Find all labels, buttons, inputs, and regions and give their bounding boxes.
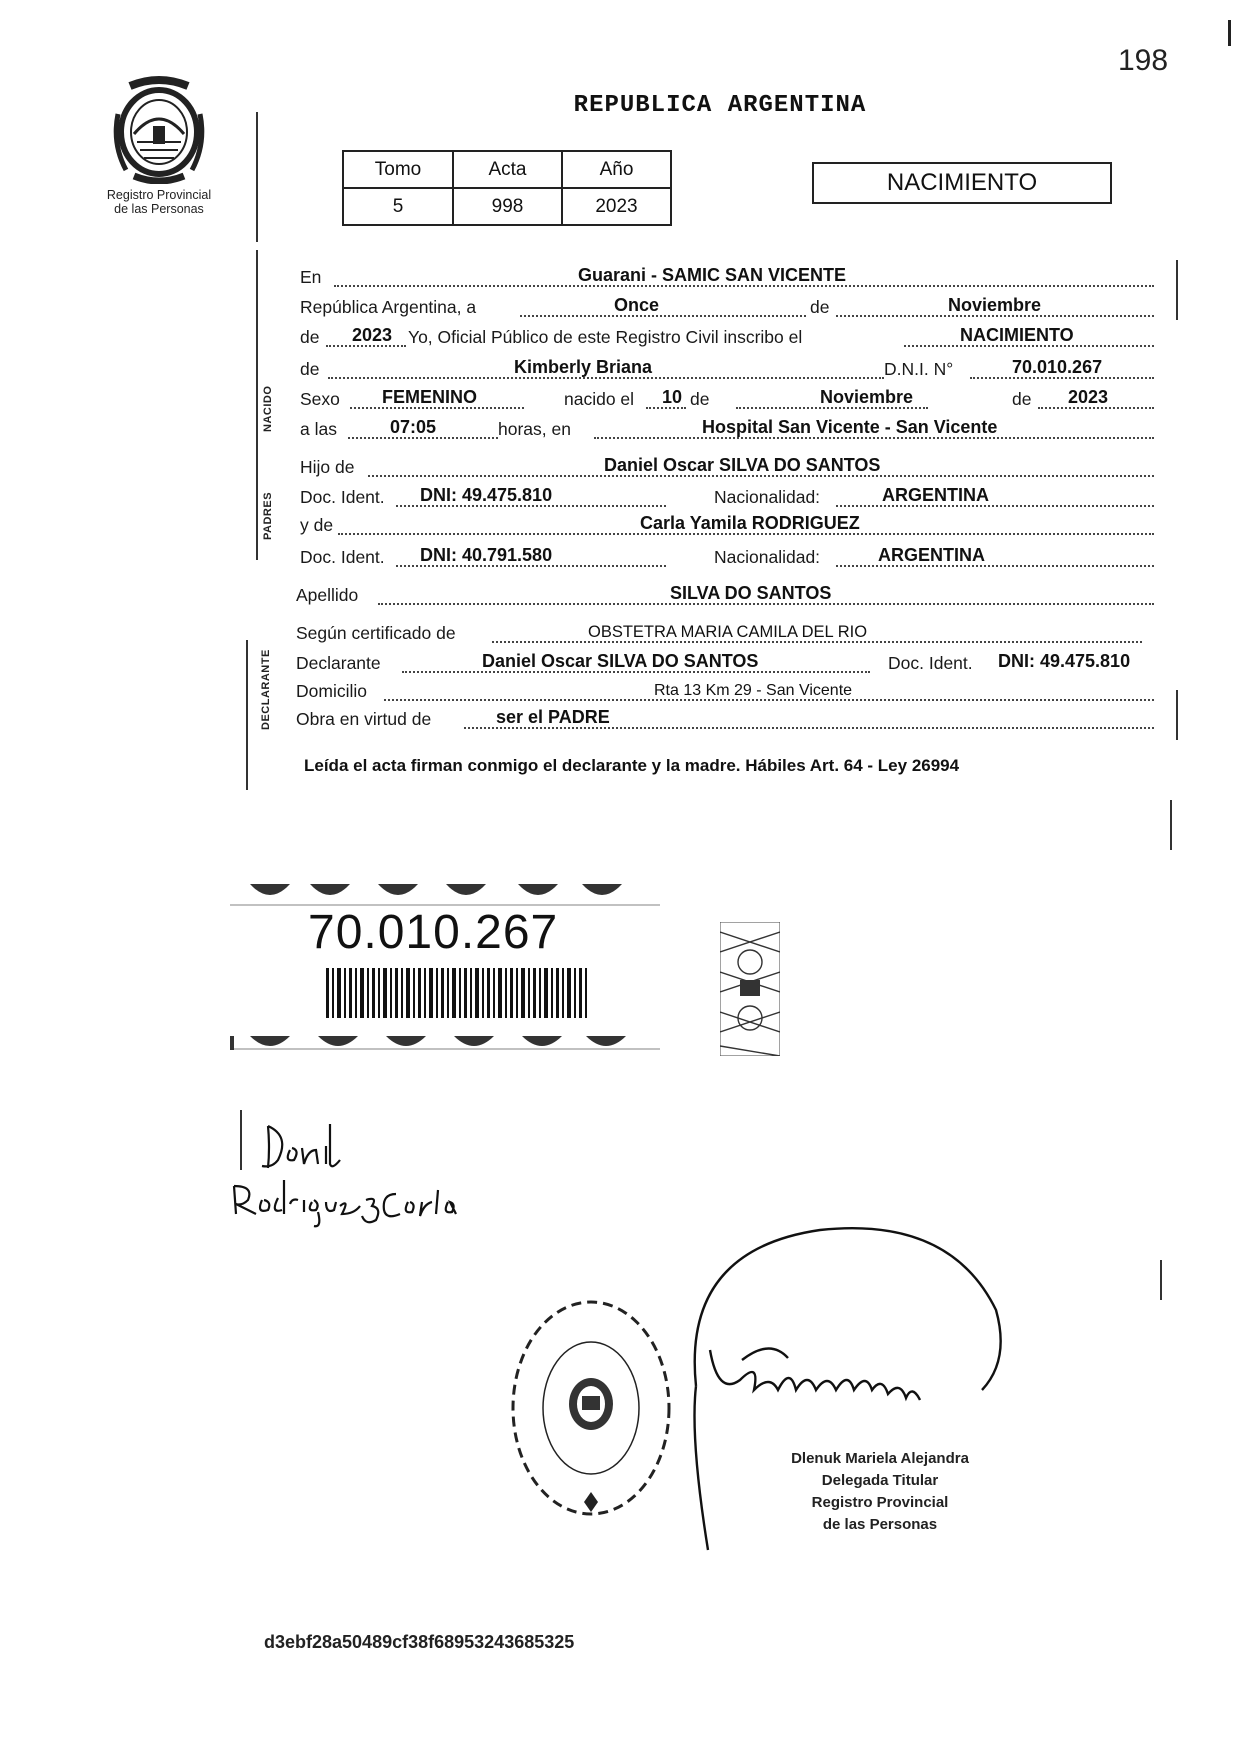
header-acta: Acta	[453, 151, 562, 188]
header-anio: Año	[562, 151, 671, 188]
label-horas-en: horas, en	[498, 419, 571, 439]
label-oficial: Yo, Oficial Público de este Registro Civil inscribo el	[408, 327, 803, 347]
value-anio: 2023	[352, 325, 393, 345]
label-de: de	[810, 297, 830, 317]
value-anio: 2023	[562, 188, 671, 225]
wave-pattern-top-icon	[230, 884, 660, 906]
value-padre: Daniel Oscar SILVA DO SANTOS	[604, 455, 881, 475]
document-hash: d3ebf28a50489cf38f68953243685325	[264, 1632, 575, 1652]
label-nacido: nacido el	[564, 389, 635, 409]
value-acta: 998	[453, 188, 562, 225]
row-hora	[296, 414, 1154, 442]
barcode-sticker	[230, 876, 680, 1060]
margin-line	[246, 640, 248, 790]
side-label-declarante: DECLARANTE	[260, 649, 272, 730]
row-en	[296, 262, 1154, 290]
registry-logo	[92, 74, 226, 224]
row-domicilio	[296, 676, 1154, 704]
label-certificado: Según certificado de	[296, 623, 456, 643]
label-domicilio: Domicilio	[296, 681, 367, 701]
value-mes: Noviembre	[948, 295, 1042, 315]
value-nombre: Kimberly Briana	[514, 357, 653, 377]
label-nacionalidad: Nacionalidad:	[714, 487, 821, 507]
value-dni: 70.010.267	[1012, 357, 1103, 377]
row-padre-doc	[296, 482, 1154, 510]
scan-mark	[1228, 20, 1231, 46]
row-certificado	[296, 618, 1154, 646]
row-nombre	[296, 354, 1154, 382]
row-padre	[296, 452, 1154, 480]
value-dia-texto: Once	[614, 295, 660, 315]
value-declarante: Daniel Oscar SILVA DO SANTOS	[482, 651, 759, 671]
barcode-bars-icon	[326, 968, 587, 1018]
value-lugar-nac: Hospital San Vicente - San Vicente	[702, 417, 998, 437]
official-org-2: de las Personas	[822, 1516, 938, 1533]
hologram-icon	[720, 922, 780, 1056]
label-obra: Obra en virtud de	[296, 709, 432, 729]
margin-line	[1176, 690, 1178, 740]
margin-line	[1170, 800, 1172, 850]
value-obra: ser el PADRE	[496, 707, 610, 727]
label-en: En	[300, 267, 322, 287]
official-title: Delegada Titular	[821, 1472, 939, 1489]
side-label-nacido: NACIDO	[262, 385, 274, 432]
label-de-anio-nac: de	[1012, 389, 1032, 409]
label-sexo: Sexo	[300, 389, 340, 409]
margin-line	[1160, 1260, 1162, 1300]
value-madre-doc: DNI: 40.791.580	[420, 545, 553, 565]
label-doc-ident: Doc. Ident.	[300, 487, 385, 507]
value-madre-nac: ARGENTINA	[878, 545, 985, 565]
label-a-las: a las	[300, 419, 337, 439]
handwritten-signature-parents	[226, 1110, 526, 1230]
value-declarante-doc: DNI: 49.475.810	[998, 651, 1131, 671]
label-de-anio: de	[300, 327, 320, 347]
row-obra	[296, 704, 1154, 732]
country-title: REPUBLICA ARGENTINA	[573, 92, 867, 119]
margin-line	[256, 112, 258, 242]
value-tomo: 5	[343, 188, 453, 225]
value-nac-mes: Noviembre	[820, 387, 914, 407]
value-nac-dia: 10	[662, 387, 683, 407]
row-anio	[296, 322, 1154, 350]
value-apellido: SILVA DO SANTOS	[670, 583, 832, 603]
value-nac-anio: 2023	[1068, 387, 1109, 407]
registry-table	[342, 150, 672, 226]
logo-line-1: Registro Provincial	[106, 188, 212, 202]
acta-type-box: NACIMIENTO	[812, 162, 1112, 204]
value-certificado: OBSTETRA MARIA CAMILA DEL RIO	[588, 623, 868, 641]
row-madre	[296, 510, 1154, 538]
value-sexo: FEMENINO	[382, 387, 478, 407]
label-dni: D.N.I. N°	[884, 359, 954, 379]
row-declarante	[296, 648, 1154, 676]
label-republica: República Argentina, a	[300, 297, 477, 317]
row-republica	[296, 292, 1154, 320]
value-padre-doc: DNI: 49.475.810	[420, 485, 553, 505]
value-lugar: Guarani - SAMIC SAN VICENTE	[578, 265, 847, 285]
logo-line-2: de las Personas	[114, 202, 204, 216]
province-seal-icon	[104, 74, 214, 184]
label-apellido: Apellido	[296, 585, 359, 605]
label-declarante: Declarante	[296, 653, 381, 673]
label-doc-ident-2: Doc. Ident.	[300, 547, 385, 567]
page-number: 198	[1118, 44, 1169, 77]
value-madre: Carla Yamila RODRIGUEZ	[640, 513, 860, 533]
header-tomo: Tomo	[343, 151, 453, 188]
label-nacionalidad-2: Nacionalidad:	[714, 547, 821, 567]
coat-of-arms-icon	[569, 1378, 613, 1430]
margin-line	[256, 250, 258, 560]
closing-statement: Leída el acta firman conmigo el declarante y la madre. Hábiles Art. 64 - Ley 26994	[304, 756, 960, 775]
side-label-padres: PADRES	[262, 491, 274, 540]
official-name: Dlenuk Mariela Alejandra	[791, 1450, 969, 1467]
wave-pattern-bottom-icon	[230, 1036, 660, 1050]
barcode-number: 70.010.267	[308, 906, 559, 959]
value-inscripcion: NACIMIENTO	[960, 325, 1074, 345]
value-domicilio: Rta 13 Km 29 - San Vicente	[654, 682, 853, 699]
official-signature-block	[760, 1448, 1000, 1536]
row-sexo	[296, 384, 1154, 412]
value-padre-nac: ARGENTINA	[882, 485, 989, 505]
official-org-1: Registro Provincial	[811, 1494, 949, 1511]
row-apellido	[296, 580, 1154, 608]
row-madre-doc	[296, 542, 1154, 570]
margin-line	[1176, 260, 1178, 320]
label-doc-ident-3: Doc. Ident.	[888, 653, 973, 673]
value-hora: 07:05	[390, 417, 437, 437]
label-y-de: y de	[300, 515, 334, 535]
label-de-mes: de	[690, 389, 710, 409]
label-de-nombre: de	[300, 359, 320, 379]
label-hijo-de: Hijo de	[300, 457, 355, 477]
